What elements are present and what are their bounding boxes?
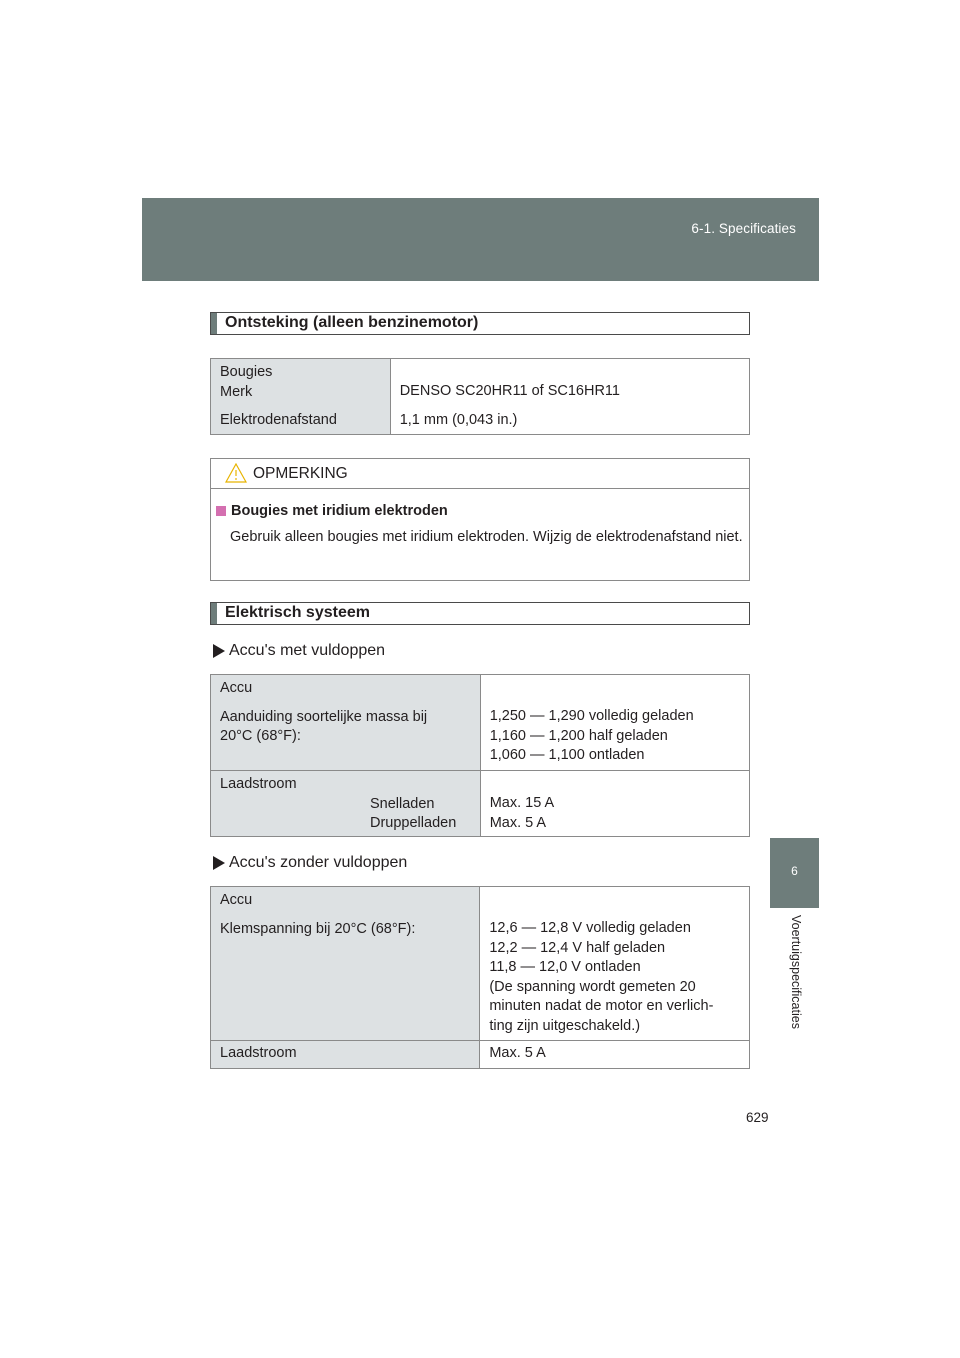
row-value: 11,8 — 12,0 V ontladen bbox=[489, 959, 641, 975]
table-row bbox=[211, 1041, 750, 1069]
row-value: 1,1 mm (0,043 in.) bbox=[399, 411, 518, 428]
row-label: Laadstroom bbox=[220, 776, 297, 792]
dry-battery-heading bbox=[213, 854, 407, 872]
row-label: Laadstroom bbox=[220, 1045, 297, 1061]
row-value: 1,060 — 1,100 ontladen bbox=[489, 747, 645, 763]
notice-box bbox=[210, 458, 750, 581]
electrical-title: Elektrisch systeem bbox=[225, 604, 370, 621]
group-label: Accu bbox=[220, 892, 253, 908]
row-label: Elektrodenafstand bbox=[220, 412, 337, 428]
row-value: ting zijn uitgeschakeld.) bbox=[489, 1017, 641, 1034]
row-value: 12,6 — 12,8 V volledig geladen bbox=[489, 920, 691, 936]
wet-battery-table bbox=[210, 674, 750, 837]
header-band bbox=[142, 198, 819, 281]
table-label-cell bbox=[211, 771, 481, 837]
row-value: DENSO SC20HR11 of SC16HR11 bbox=[399, 383, 620, 399]
row-sublabel: Snelladen bbox=[370, 795, 435, 812]
dry-battery-table bbox=[210, 886, 750, 1069]
chapter-tab[interactable] bbox=[770, 838, 819, 908]
row-value: Max. 5 A bbox=[489, 814, 547, 831]
group-label: Bougies bbox=[220, 364, 273, 380]
table-row bbox=[211, 675, 750, 771]
row-label: Aanduiding soortelijke massa bij bbox=[220, 708, 428, 725]
square-bullet-icon bbox=[216, 506, 226, 516]
notice-body bbox=[211, 489, 749, 547]
table-value-cell bbox=[390, 359, 749, 435]
warning-triangle-icon bbox=[225, 463, 247, 483]
chapter-number: 6 bbox=[791, 864, 798, 878]
row-value: 1,250 — 1,290 volledig geladen bbox=[489, 708, 694, 724]
page-number: 629 bbox=[746, 1110, 769, 1125]
ignition-title: Ontsteking (alleen benzinemotor) bbox=[225, 314, 479, 331]
table-row bbox=[211, 771, 750, 837]
table-value-cell bbox=[480, 675, 749, 771]
triangle-bullet-icon bbox=[213, 856, 225, 870]
row-value: Max. 5 A bbox=[489, 1045, 546, 1061]
table-label-cell bbox=[211, 359, 391, 435]
row-sublabel: Druppelladen bbox=[370, 815, 457, 831]
subheading-text: Accu's met vuldoppen bbox=[229, 642, 386, 659]
row-label: 20°C (68°F): bbox=[220, 728, 301, 744]
notice-subtitle-row bbox=[216, 501, 743, 521]
wet-battery-heading bbox=[213, 642, 385, 660]
group-label: Accu bbox=[220, 680, 253, 696]
notice-header bbox=[211, 459, 749, 489]
notice-subtitle: Bougies met iridium elektroden bbox=[231, 503, 448, 519]
table-row bbox=[211, 887, 750, 1041]
chapter-label: Voertuigspecificaties bbox=[789, 915, 803, 1029]
ignition-table bbox=[210, 358, 750, 435]
ignition-section-heading bbox=[210, 312, 750, 335]
table-value-cell bbox=[480, 771, 749, 837]
row-value: 1,160 — 1,200 half geladen bbox=[489, 727, 668, 744]
table-value-cell bbox=[480, 1041, 750, 1069]
row-value: 12,2 — 12,4 V half geladen bbox=[489, 939, 666, 956]
row-label: Merk bbox=[220, 383, 253, 400]
row-value: minuten nadat de motor en verlich- bbox=[489, 998, 714, 1014]
row-label: Klemspanning bij 20°C (68°F): bbox=[220, 920, 416, 937]
notice-text: Gebruik alleen bougies met iridium elektroden. Wijzig de elektrodenafstand niet. bbox=[230, 529, 743, 545]
table-label-cell bbox=[211, 1041, 480, 1069]
row-value: (De spanning wordt gemeten 20 bbox=[489, 978, 696, 995]
subheading-text: Accu's zonder vuldoppen bbox=[229, 854, 408, 871]
notice-title: OPMERKING bbox=[253, 465, 348, 482]
electrical-section-heading bbox=[210, 602, 750, 625]
triangle-bullet-icon bbox=[213, 644, 225, 658]
table-label-cell bbox=[211, 675, 481, 771]
section-title: 6-1. Specificaties bbox=[691, 221, 796, 236]
row-value: Max. 15 A bbox=[489, 795, 555, 811]
table-row bbox=[211, 359, 750, 435]
table-label-cell bbox=[211, 887, 480, 1041]
table-value-cell bbox=[480, 887, 750, 1041]
